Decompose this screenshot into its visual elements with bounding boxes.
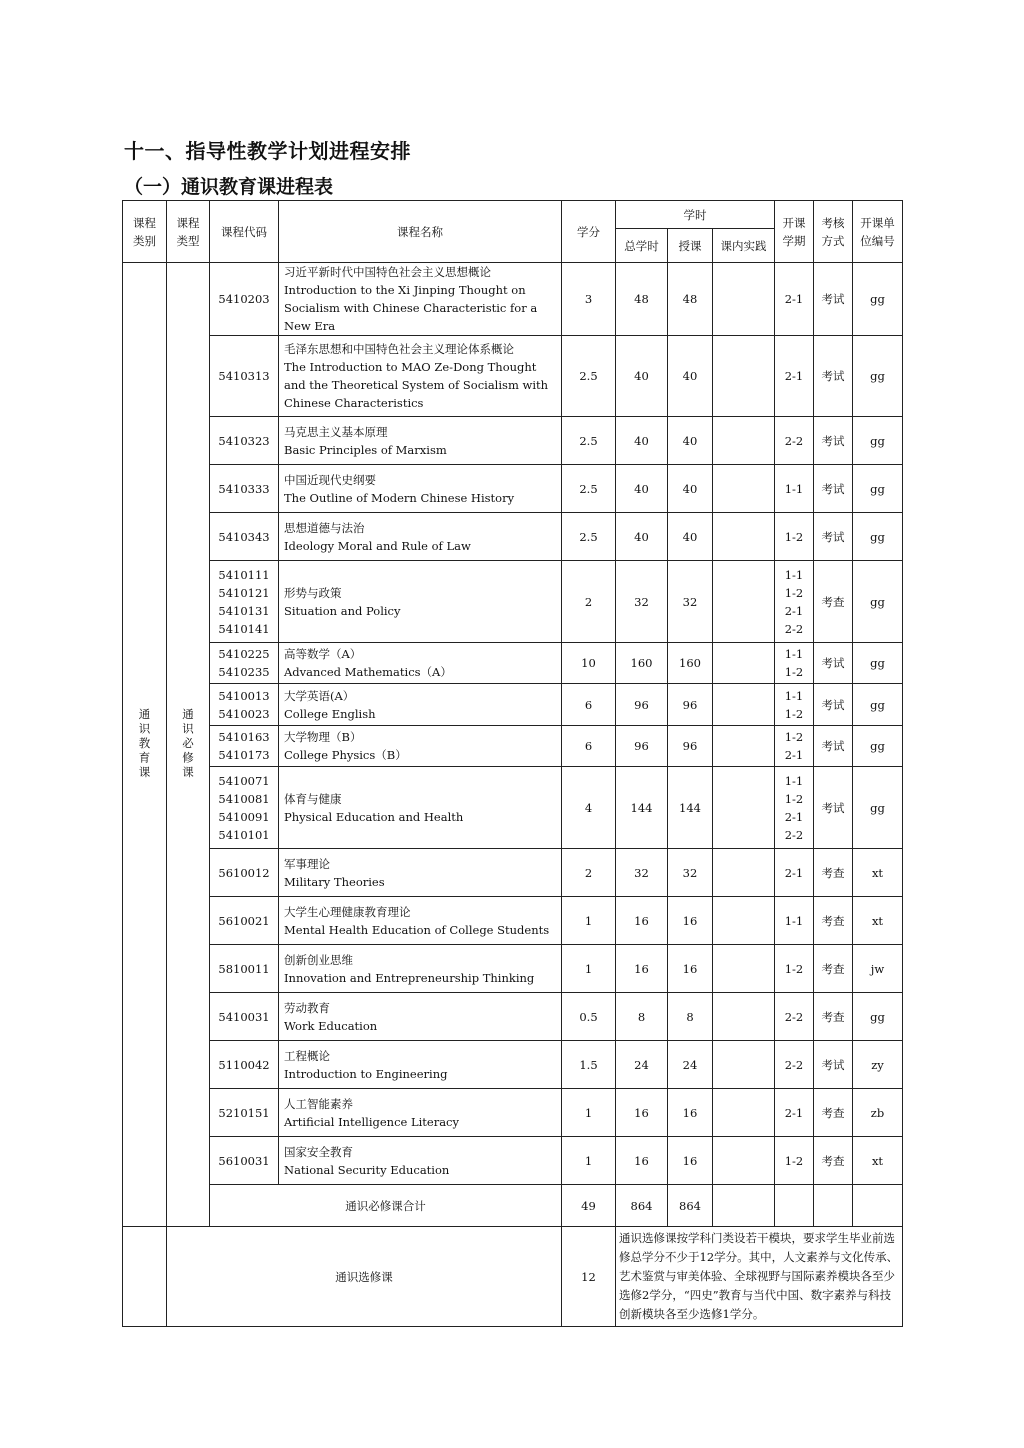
course-practice-hours: [713, 945, 775, 993]
course-name-cn: 习近平新时代中国特色社会主义思想概论: [284, 265, 491, 279]
course-name-en: Innovation and Entrepreneurship Thinking: [284, 970, 535, 985]
course-type-cell: 通识必修课: [167, 263, 210, 1227]
header-dept: 开课单 位编号: [853, 201, 903, 263]
course-credit: 2.5: [562, 465, 616, 513]
course-dept: gg: [853, 726, 903, 767]
header-exam: 考核 方式: [814, 201, 853, 263]
course-credit: 6: [562, 726, 616, 767]
course-dept: zy: [853, 1041, 903, 1089]
table-row: [123, 726, 903, 767]
course-lecture-hours: 24: [668, 1041, 713, 1089]
course-lecture-hours: 40: [668, 336, 713, 417]
course-name: [279, 1089, 562, 1137]
course-dept: gg: [853, 561, 903, 643]
table-row: [123, 513, 903, 561]
course-term: 1-1 1-2: [775, 684, 814, 726]
course-exam: 考试: [814, 726, 853, 767]
course-name: [279, 513, 562, 561]
course-exam: 考试: [814, 417, 853, 465]
course-exam: 考试: [814, 465, 853, 513]
course-name-cn: 工程概论: [284, 1048, 330, 1063]
course-dept: gg: [853, 643, 903, 684]
course-dept: gg: [853, 993, 903, 1041]
elective-credit: 12: [562, 1227, 616, 1327]
course-lecture-hours: 40: [668, 513, 713, 561]
course-total-hours: 40: [616, 336, 668, 417]
header-credit: 学分: [562, 201, 616, 263]
course-dept: gg: [853, 336, 903, 417]
header-code: 课程代码: [210, 201, 279, 263]
course-practice-hours: [713, 1137, 775, 1185]
course-term: 1-1: [775, 465, 814, 513]
course-name: [279, 561, 562, 643]
course-lecture-hours: 16: [668, 897, 713, 945]
course-total-hours: 24: [616, 1041, 668, 1089]
course-code: 5410163 5410173: [210, 726, 279, 767]
course-lecture-hours: 40: [668, 417, 713, 465]
course-name-cn: 思想道德与法治: [284, 520, 365, 535]
course-lecture-hours: 16: [668, 1089, 713, 1137]
course-lecture-hours: 8: [668, 993, 713, 1041]
course-name-en: Introduction to Engineering: [284, 1066, 448, 1081]
course-credit: 2: [562, 561, 616, 643]
header-hours: 学时: [616, 201, 775, 229]
course-name-en: Advanced Mathematics（A）: [284, 665, 452, 679]
course-name: [279, 336, 562, 417]
course-name-en: College Physics（B）: [284, 748, 407, 762]
course-code: 5410013 5410023: [210, 684, 279, 726]
course-exam: 考试: [814, 643, 853, 684]
course-name-cn: 大学英语(A）: [284, 688, 355, 703]
course-practice-hours: [713, 513, 775, 561]
course-name-cn: 劳动教育: [284, 1000, 330, 1015]
subtotal-lecture-hours: 864: [668, 1185, 713, 1227]
course-credit: 1: [562, 1089, 616, 1137]
course-exam: 考试: [814, 336, 853, 417]
course-name: [279, 465, 562, 513]
course-name: [279, 726, 562, 767]
course-practice-hours: [713, 993, 775, 1041]
course-name-cn: 大学生心理健康教育理论: [284, 904, 411, 919]
course-category-cell: 通识教育课: [123, 263, 167, 1227]
course-name-cn: 大学物理（B）: [284, 730, 362, 744]
course-total-hours: 40: [616, 465, 668, 513]
course-total-hours: 160: [616, 643, 668, 684]
course-credit: 10: [562, 643, 616, 684]
course-term: 1-2 2-1: [775, 726, 814, 767]
course-name: [279, 263, 562, 336]
course-practice-hours: [713, 897, 775, 945]
course-dept: xt: [853, 897, 903, 945]
course-term: 1-2: [775, 945, 814, 993]
course-code: 5610021: [210, 897, 279, 945]
elective-label: 通识选修课: [167, 1227, 562, 1327]
course-practice-hours: [713, 263, 775, 336]
course-code: 5410225 5410235: [210, 643, 279, 684]
table-row: [123, 561, 903, 643]
course-practice-hours: [713, 1041, 775, 1089]
course-total-hours: 32: [616, 849, 668, 897]
course-name-en: Work Education: [284, 1018, 378, 1033]
table-row: [123, 767, 903, 849]
course-name-en: Military Theories: [284, 874, 385, 889]
course-name-en: Artificial Intelligence Literacy: [284, 1114, 459, 1129]
course-credit: 4: [562, 767, 616, 849]
course-name-en: National Security Education: [284, 1162, 450, 1177]
course-dept: xt: [853, 849, 903, 897]
course-name-cn: 创新创业思维: [284, 952, 353, 967]
course-name: [279, 849, 562, 897]
course-term: 2-1: [775, 849, 814, 897]
table-row: [123, 336, 903, 417]
course-total-hours: 40: [616, 417, 668, 465]
table-row: [123, 684, 903, 726]
course-total-hours: 32: [616, 561, 668, 643]
course-name-en: Ideology Moral and Rule of Law: [284, 538, 471, 553]
course-dept: gg: [853, 465, 903, 513]
course-code: 5610031: [210, 1137, 279, 1185]
course-code: 5110042: [210, 1041, 279, 1089]
course-name-cn: 中国近现代史纲要: [284, 472, 376, 487]
table-row: [123, 643, 903, 684]
course-term: 2-2: [775, 417, 814, 465]
header-term: 开课 学期: [775, 201, 814, 263]
course-code: 5210151: [210, 1089, 279, 1137]
header-category: 课程 类别: [123, 201, 167, 263]
course-code: 5410323: [210, 417, 279, 465]
course-name: [279, 945, 562, 993]
course-name-en: Physical Education and Health: [284, 809, 464, 824]
course-term: 1-1: [775, 897, 814, 945]
course-lecture-hours: 40: [668, 465, 713, 513]
course-code: 5410333: [210, 465, 279, 513]
course-code: 5410313: [210, 336, 279, 417]
course-name-en: College English: [284, 706, 376, 721]
course-practice-hours: [713, 561, 775, 643]
course-total-hours: 8: [616, 993, 668, 1041]
header-type: 课程 类型: [167, 201, 210, 263]
course-total-hours: 48: [616, 263, 668, 336]
table-title: （一）通识教育课进程表: [124, 176, 334, 198]
course-total-hours: 96: [616, 726, 668, 767]
course-term: 2-2: [775, 993, 814, 1041]
empty-cell: [775, 1185, 814, 1227]
course-code: 5410343: [210, 513, 279, 561]
table-row: [123, 1041, 903, 1089]
course-lecture-hours: 48: [668, 263, 713, 336]
header-practice: 课内实践: [713, 229, 775, 263]
course-exam: 考查: [814, 1137, 853, 1185]
course-name-cn: 毛泽东思想和中国特色社会主义理论体系概论: [284, 342, 514, 356]
course-exam: 考试: [814, 1041, 853, 1089]
course-term: 2-1: [775, 263, 814, 336]
table-row: [123, 897, 903, 945]
course-dept: gg: [853, 684, 903, 726]
course-credit: 2.5: [562, 336, 616, 417]
course-name-cn: 高等数学（A）: [284, 647, 362, 661]
subtotal-label: 通识必修课合计: [210, 1185, 562, 1227]
course-exam: 考查: [814, 561, 853, 643]
course-name: [279, 643, 562, 684]
course-credit: 2.5: [562, 513, 616, 561]
course-exam: 考试: [814, 513, 853, 561]
course-lecture-hours: 160: [668, 643, 713, 684]
course-dept: gg: [853, 767, 903, 849]
course-credit: 1: [562, 1137, 616, 1185]
course-dept: gg: [853, 513, 903, 561]
course-practice-hours: [713, 336, 775, 417]
course-name-en: Introduction to the Xi Jinping Thought on Socialism with Chinese Characteristic for a New Era: [284, 283, 538, 333]
course-name-cn: 形势与政策: [284, 585, 342, 600]
course-exam: 考查: [814, 897, 853, 945]
table-row: [123, 945, 903, 993]
course-term: 1-2: [775, 513, 814, 561]
course-exam: 考查: [814, 993, 853, 1041]
course-term: 2-1: [775, 336, 814, 417]
course-practice-hours: [713, 767, 775, 849]
course-practice-hours: [713, 1089, 775, 1137]
course-practice-hours: [713, 465, 775, 513]
course-practice-hours: [713, 849, 775, 897]
course-name-en: Basic Principles of Marxism: [284, 442, 447, 457]
course-dept: gg: [853, 263, 903, 336]
elective-note: 通识选修课按学科门类设若干模块，要求学生毕业前选修总学分不少于12学分。其中，人文素养与文化传承、艺术鉴赏与审美体验、全球视野与国际素养模块各至少选修2学分，“四史”教育与当代中国、数字素养与科技创新模块各至少选修1学分。: [616, 1227, 903, 1327]
course-name: [279, 993, 562, 1041]
course-credit: 6: [562, 684, 616, 726]
course-name-cn: 人工智能素养: [284, 1096, 353, 1111]
table-row: [123, 1137, 903, 1185]
course-practice-hours: [713, 684, 775, 726]
course-exam: 考查: [814, 945, 853, 993]
course-name-en: The Introduction to MAO Ze-Dong Thought and the Theoretical System of Socialism with Chinese Characteristics: [284, 360, 549, 410]
course-name-cn: 军事理论: [284, 856, 330, 871]
course-dept: xt: [853, 1137, 903, 1185]
table-row: [123, 465, 903, 513]
course-lecture-hours: 16: [668, 1137, 713, 1185]
course-term: 1-1 1-2 2-1 2-2: [775, 767, 814, 849]
table-row: [123, 417, 903, 465]
course-name-cn: 国家安全教育: [284, 1144, 353, 1159]
course-term: 2-2: [775, 1041, 814, 1089]
course-term: 1-1 1-2 2-1 2-2: [775, 561, 814, 643]
course-total-hours: 16: [616, 945, 668, 993]
course-code: 5410071 5410081 5410091 5410101: [210, 767, 279, 849]
course-exam: 考试: [814, 684, 853, 726]
subtotal-credit: 49: [562, 1185, 616, 1227]
empty-cell: [713, 1185, 775, 1227]
header-total-hours: 总学时: [616, 229, 668, 263]
course-dept: jw: [853, 945, 903, 993]
course-credit: 1.5: [562, 1041, 616, 1089]
course-term: 1-2: [775, 1137, 814, 1185]
course-code: 5610012: [210, 849, 279, 897]
section-heading: 十一、指导性教学计划进程安排: [124, 139, 411, 163]
course-total-hours: 16: [616, 897, 668, 945]
course-credit: 0.5: [562, 993, 616, 1041]
course-name-en: Mental Health Education of College Students: [284, 922, 550, 937]
course-total-hours: 16: [616, 1089, 668, 1137]
course-lecture-hours: 32: [668, 561, 713, 643]
course-practice-hours: [713, 417, 775, 465]
empty-cell: [814, 1185, 853, 1227]
header-lecture: 授课: [668, 229, 713, 263]
course-code: 5410111 5410121 5410131 5410141: [210, 561, 279, 643]
course-schedule-table: [122, 200, 903, 1327]
course-lecture-hours: 96: [668, 726, 713, 767]
course-dept: zb: [853, 1089, 903, 1137]
elective-row: [123, 1227, 903, 1327]
table-row: [123, 1089, 903, 1137]
table-row: [123, 263, 903, 336]
course-exam: 考查: [814, 1089, 853, 1137]
course-name-en: Situation and Policy: [284, 603, 401, 618]
course-exam: 考试: [814, 263, 853, 336]
subtotal-row: [123, 1185, 903, 1227]
course-name: [279, 1137, 562, 1185]
course-exam: 考试: [814, 767, 853, 849]
course-code: 5810011: [210, 945, 279, 993]
course-credit: 2.5: [562, 417, 616, 465]
course-total-hours: 144: [616, 767, 668, 849]
course-credit: 1: [562, 897, 616, 945]
course-credit: 3: [562, 263, 616, 336]
header-name: 课程名称: [279, 201, 562, 263]
empty-cell: [853, 1185, 903, 1227]
course-credit: 1: [562, 945, 616, 993]
course-lecture-hours: 144: [668, 767, 713, 849]
course-lecture-hours: 32: [668, 849, 713, 897]
course-term: 1-1 1-2: [775, 643, 814, 684]
course-name-cn: 体育与健康: [284, 791, 342, 806]
table-row: [123, 993, 903, 1041]
course-name: [279, 1041, 562, 1089]
course-lecture-hours: 96: [668, 684, 713, 726]
course-total-hours: 96: [616, 684, 668, 726]
elective-category-continuation: [123, 1227, 167, 1327]
course-practice-hours: [713, 643, 775, 684]
course-practice-hours: [713, 726, 775, 767]
course-term: 2-1: [775, 1089, 814, 1137]
course-name-en: The Outline of Modern Chinese History: [284, 490, 515, 505]
course-name: [279, 767, 562, 849]
course-code: 5410031: [210, 993, 279, 1041]
course-exam: 考查: [814, 849, 853, 897]
course-credit: 2: [562, 849, 616, 897]
course-total-hours: 40: [616, 513, 668, 561]
subtotal-total-hours: 864: [616, 1185, 668, 1227]
course-name: [279, 417, 562, 465]
course-name-cn: 马克思主义基本原理: [284, 424, 388, 439]
course-name: [279, 684, 562, 726]
course-code: 5410203: [210, 263, 279, 336]
course-name: [279, 897, 562, 945]
course-dept: gg: [853, 417, 903, 465]
table-row: [123, 849, 903, 897]
course-total-hours: 16: [616, 1137, 668, 1185]
course-lecture-hours: 16: [668, 945, 713, 993]
